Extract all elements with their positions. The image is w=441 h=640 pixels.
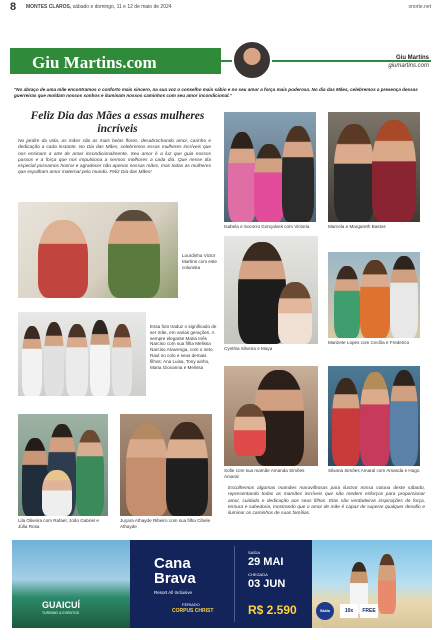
person-figure: [166, 422, 208, 516]
person-figure: [334, 124, 374, 222]
ad-chegada-label: CHEGADA: [248, 572, 268, 577]
opening-quote: "No abraço de uma mãe encontramos o conforto mais sincero, na sua voz o conselho mais sábio e no seu amor a força mais poderosa. No dia das Mães, celebremos a presença dessas guerreiras que moldam nossos sonhos e iluminam nossos caminhos com seu amor incondicional.": [14, 87, 418, 98]
article-intro: No jardim da vida, as mães são as mais belas flores, desabrochando amor, carinho e dedicação a cada instante. No Dia das Mães, celebremos essas mulheres incríveis que nos ensinam a arte de amar incondicionalmente. Seu amor é a luz que guia nossos passos e a força que nos impulsiona a sermos melhores a cada dia. Que nesse dia especial possamos honrar e agradecer não apenas nossas mães, mas todas as mulheres que espalham amor maternal pelo mundo. Feliz Dia das Mães!: [18, 139, 211, 176]
ad-logo-subtitle: TURISMO & EVENTOS: [42, 611, 80, 615]
caption-marizete: Marizete Lopes com Cecília e Frederico: [328, 340, 410, 345]
photo-lourdinha: [18, 202, 178, 298]
person-figure: [76, 430, 104, 516]
caption-marcela: Marcela e Margareth Bastos: [328, 224, 386, 229]
caption-silvana: Silvana Simões Amaral com Amanda e Hugo: [328, 468, 420, 473]
person-figure: [378, 554, 396, 614]
caption-sofie: Sofie com sua mamãe Amanda Simões Amaral: [224, 468, 305, 479]
person-figure: [22, 326, 42, 396]
person-figure: [112, 324, 132, 396]
columnist-site[interactable]: giumartins.com: [388, 63, 429, 69]
page-header: [0, 0, 441, 14]
person-figure: [278, 282, 312, 344]
person-figure: [372, 120, 416, 222]
person-figure: [282, 126, 314, 222]
ad-badge-installments: 10x: [340, 604, 358, 618]
ad-brand-line1: Cana: [154, 555, 191, 572]
person-figure: [228, 132, 256, 222]
person-figure: [38, 220, 88, 298]
advertisement-banner[interactable]: [12, 540, 432, 631]
ad-beach-photo: [312, 540, 432, 631]
column-title: Giu Martins.com: [32, 53, 157, 72]
person-figure: [234, 404, 266, 456]
page-number: 8: [10, 1, 17, 13]
person-figure: [90, 320, 110, 396]
article-headline: Feliz Dia das Mães a essas mulheres incríveis: [30, 110, 205, 135]
person-figure: [42, 470, 72, 516]
caption-maria-ines: Essa foto traduz o significado de ser mãe, em varias gerações. A sempre elegante Maria Inês Narciso com sua filha Melissa Narciso Alvarenga, com o neto Raul no colo e seus demais filhos: Ana Luisa, Tony ainho, Maria Giovanna e Melissa: [150, 324, 217, 370]
person-figure: [334, 266, 360, 338]
ad-saida-date: 29 MAI: [248, 556, 284, 568]
ad-brand-subtitle: Resort All Inclusive: [154, 590, 193, 595]
ad-feriado: FERIADO: [182, 602, 200, 607]
site-url[interactable]: onorte.net: [408, 4, 431, 10]
person-figure: [390, 256, 418, 338]
person-figure: [390, 370, 418, 466]
photo-marizete: [328, 252, 420, 338]
person-figure: [126, 424, 168, 516]
caption-lourdinha: Lourdinha Victor Martins com este colunista: [182, 253, 217, 270]
photo-sofie: [224, 366, 318, 466]
person-figure: [108, 210, 160, 298]
ad-badge-free: FREE: [360, 604, 378, 618]
ad-holiday: CORPUS CHRIST: [172, 608, 214, 614]
columnist-avatar: [232, 40, 272, 80]
ad-chegada-date: 03 JUN: [248, 578, 286, 590]
photo-lila: [18, 414, 108, 516]
ad-badge-agency: Bahia Viagens: [316, 602, 334, 620]
person-figure: [66, 324, 88, 396]
person-figure: [44, 322, 64, 396]
city: MONTES CLAROS,: [26, 4, 72, 10]
ad-logo: GUAICUÍ: [42, 600, 80, 610]
caption-isabela: Isabela e Socorro Gonçalves com Victoria: [224, 224, 310, 229]
person-figure: [254, 144, 284, 222]
photo-marcela: [328, 112, 420, 222]
photo-jucara: [120, 414, 212, 516]
caption-cynthia: Cynthia Silveira e Maya: [224, 346, 273, 351]
columnist-name: Giu Martins: [395, 55, 429, 61]
photo-silvana: [328, 366, 420, 466]
article-closing: Escolhemos algumas mamães maravilhosas para ilustrar nossa coluna deste sábado, representando todas as mamães incríveis que não medem esforços para proporcionar amor, cuidado e dedicação aos seus filhos. Elas são verdadeiras inspirações de força, ternura e sabedoria, mostrando que o amor de mãe é capaz de superar qualquer desafio e iluminar os caminhos de suas famílias.: [228, 486, 425, 517]
caption-lila: Lila Oliveira com Rafael, João Gabriel e Júlia Rosa: [18, 518, 99, 529]
ad-saida-label: SAÍDA: [248, 550, 261, 555]
dateline: [26, 4, 172, 10]
photo-maria-ines: [18, 312, 146, 396]
person-figure: [360, 372, 390, 466]
person-figure: [332, 378, 360, 466]
person-figure: [360, 260, 390, 338]
caption-jucara: Juçara Athayde Ribeiro com sua filha Cibele Athayde: [120, 518, 211, 529]
photo-cynthia: [224, 236, 318, 344]
ad-price: R$ 2.590: [248, 603, 297, 617]
ad-brand-line2: Brava: [154, 570, 196, 587]
date: sábado e domingo, 11 e 12 de maio de 2024: [72, 4, 172, 10]
photo-isabela: [224, 112, 316, 222]
